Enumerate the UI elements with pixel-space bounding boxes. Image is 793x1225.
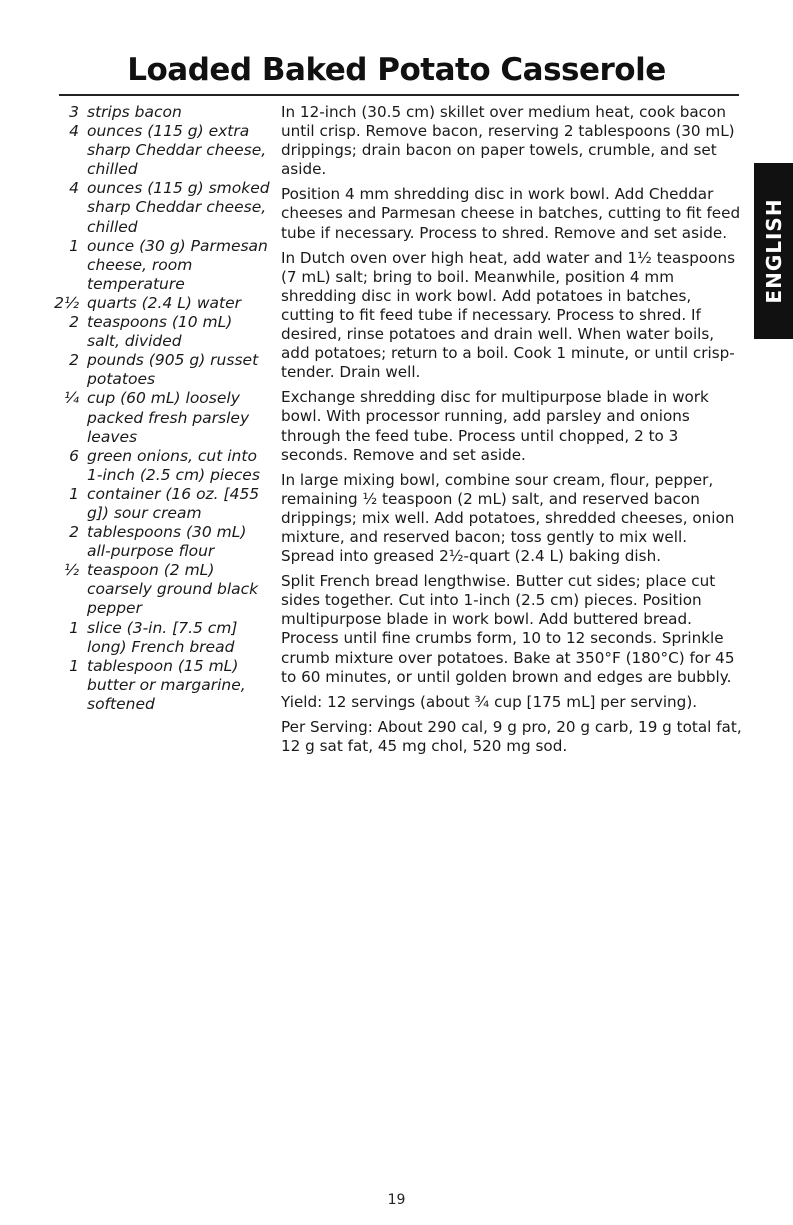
ingredient-text: tablespoon (15 mL) butter or margarine, softened bbox=[87, 656, 246, 713]
ingredient-item bbox=[0, 447, 270, 485]
direction-step: Exchange shredding disc for multipurpose blade in work bowl. With processor running, add parsley and onions through the feed tube. Process until chopped, 2 to 3 seconds. Remove and set aside. bbox=[281, 388, 709, 464]
ingredient-quantity: 1 bbox=[69, 656, 79, 675]
ingredient-quantity: 2 bbox=[69, 313, 79, 332]
ingredient-quantity: 6 bbox=[69, 446, 79, 465]
ingredient-item bbox=[0, 294, 270, 313]
direction-step: In Dutch oven over high heat, add water and 1½ teaspoons (7 mL) salt; bring to boil. Meanwhile, position 4 mm shredding disc in work bowl. Add potatoes in batches, cutting to fit feed tube if necessary. Process to shred. If desired, rinse potatoes and drain well. When water boils, add potatoes; return to a boil. Cook 1 minute, or until crisp-tender. Drain well. bbox=[281, 248, 736, 382]
language-tab-label: ENGLISH bbox=[761, 198, 786, 304]
ingredient-item bbox=[0, 561, 270, 618]
ingredient-text: cup (60 mL) loosely packed fresh parsley leaves bbox=[87, 389, 250, 446]
ingredient-quantity: 2½ bbox=[54, 293, 79, 312]
ingredient-item bbox=[0, 619, 270, 657]
ingredient-quantity: 4 bbox=[69, 122, 79, 141]
page-number: 19 bbox=[387, 1192, 406, 1208]
nutrition-text: Per Serving: About 290 cal, 9 g pro, 20 g carb, 19 g total fat, 12 g sat fat, 45 mg chol, 520 mg sod. bbox=[281, 717, 742, 755]
ingredient-quantity: 1 bbox=[69, 484, 79, 503]
direction-step: In 12-inch (30.5 cm) skillet over medium heat, cook bacon until crisp. Remove bacon, reserving 2 tablespoons (30 mL) drippings; drain bacon on paper towels, crumble, and set aside. bbox=[281, 103, 735, 179]
page-title: Loaded Baked Potato Casserole bbox=[127, 52, 666, 88]
ingredient-quantity: 2 bbox=[69, 351, 79, 370]
ingredient-text: green onions, cut into 1-inch (2.5 cm) pieces bbox=[87, 446, 260, 484]
ingredient-text: ounces (115 g) extra sharp Cheddar cheese, chilled bbox=[87, 122, 267, 179]
title-rule bbox=[59, 94, 739, 96]
ingredient-quantity: 1 bbox=[69, 236, 79, 255]
directions bbox=[281, 103, 743, 762]
ingredient-item bbox=[0, 313, 270, 351]
ingredient-quantity: 4 bbox=[69, 179, 79, 198]
ingredient-text: teaspoon (2 mL) coarsely ground black pepper bbox=[87, 561, 259, 618]
ingredient-item bbox=[0, 523, 270, 561]
direction-step: In large mixing bowl, combine sour cream, flour, pepper, remaining ½ teaspoon (2 mL) salt, and reserved bacon drippings; mix well. Add potatoes, shredded cheeses, onion mixture, and reserved bacon; toss gently to mix well. Spread into greased 2½-quart (2.4 L) baking dish. bbox=[281, 470, 735, 566]
ingredient-item bbox=[0, 389, 270, 446]
ingredient-text: slice (3-in. [7.5 cm] long) French bread bbox=[87, 618, 238, 656]
ingredient-item bbox=[0, 351, 270, 389]
ingredient-quantity: 1 bbox=[69, 618, 79, 637]
ingredient-item bbox=[0, 103, 270, 122]
ingredients-list bbox=[0, 103, 270, 714]
ingredient-quantity: ½ bbox=[63, 561, 79, 580]
ingredient-item bbox=[0, 179, 270, 236]
ingredient-item bbox=[0, 485, 270, 523]
language-tab bbox=[754, 163, 793, 339]
ingredient-item bbox=[0, 122, 270, 179]
ingredient-text: tablespoons (30 mL) all-purpose flour bbox=[87, 523, 247, 561]
ingredient-item bbox=[0, 237, 270, 294]
ingredient-quantity: 3 bbox=[69, 103, 79, 121]
ingredient-text: container (16 oz. [455 g]) sour cream bbox=[87, 484, 260, 522]
ingredient-text: teaspoons (10 mL) salt, divided bbox=[87, 313, 233, 351]
ingredient-item bbox=[0, 657, 270, 714]
ingredient-text: ounce (30 g) Parmesan cheese, room temperature bbox=[87, 236, 268, 293]
ingredient-quantity: ¼ bbox=[63, 389, 79, 408]
ingredient-text: ounces (115 g) smoked sharp Cheddar cheese, chilled bbox=[87, 179, 270, 236]
ingredient-text: strips bacon bbox=[87, 103, 182, 121]
yield-text: Yield: 12 servings (about ¾ cup [175 mL] per serving). bbox=[281, 692, 698, 711]
direction-step: Split French bread lengthwise. Butter cut sides; place cut sides together. Cut into 1-inch (2.5 cm) pieces. Position multipurpose blade in work bowl. Add buttered bread. Process until fine crumbs form, 10 to 12 seconds. Sprinkle crumb mixture over potatoes. Bake at 350°F (180°C) for 45 to 60 minutes, or until golden brown and edges are bubbly. bbox=[281, 572, 735, 686]
ingredient-text: quarts (2.4 L) water bbox=[87, 293, 242, 312]
direction-step: Position 4 mm shredding disc in work bowl. Add Cheddar cheeses and Parmesan cheese in batches, cutting to fit feed tube if necessary. Process to shred. Remove and set aside. bbox=[281, 185, 741, 242]
ingredient-text: pounds (905 g) russet potatoes bbox=[87, 351, 259, 389]
ingredient-quantity: 2 bbox=[69, 523, 79, 542]
